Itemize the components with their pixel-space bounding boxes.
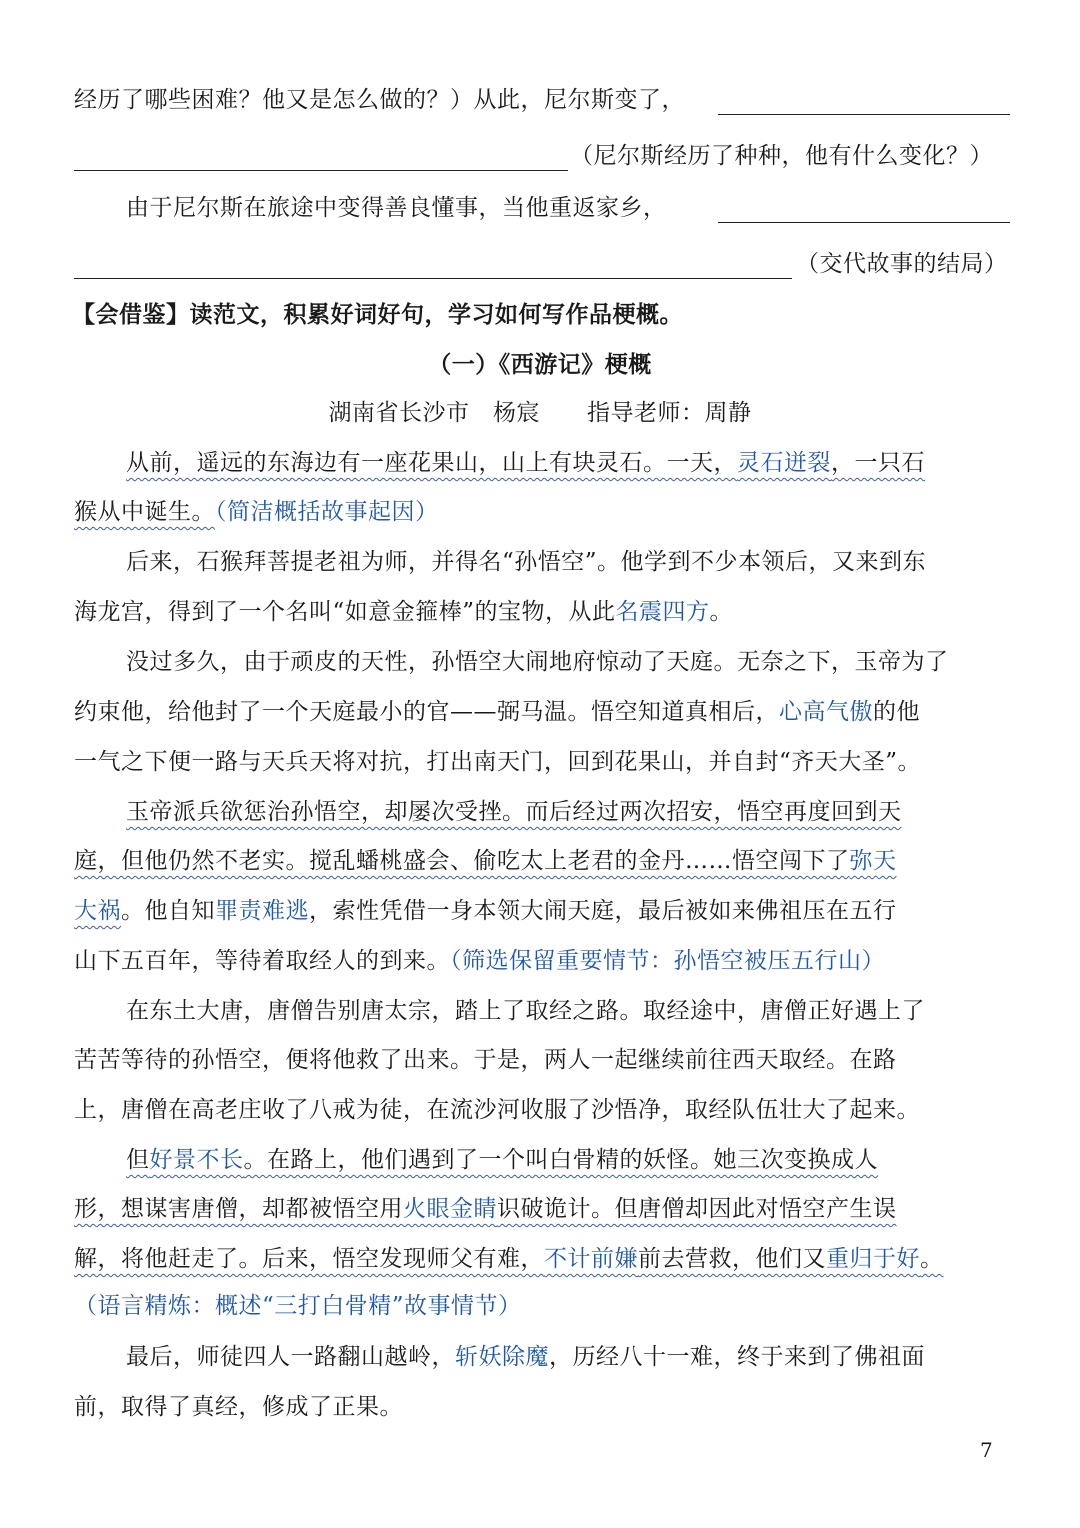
- para6-line1: [126, 1145, 1080, 1175]
- highlight-phrase: 灵石迸裂: [737, 450, 831, 476]
- prompt-line-4: [796, 249, 1080, 279]
- para4-line2: [74, 846, 1080, 876]
- para3-text-2a: 约束他，给他封了一个天庭最小的官——弼马温。悟空知道真相后，: [74, 699, 779, 725]
- para4-text-3b: 。他自知: [121, 898, 215, 924]
- para3-text-2c: 的他: [873, 699, 920, 725]
- para2-line1: [126, 547, 1080, 577]
- answer-blank-1a[interactable]: [718, 114, 1010, 115]
- para3-text-1: 没过多久，由于顽皮的天性，孙悟空大闹地府惊动了天庭。无奈之下，玉帝为了: [126, 649, 949, 675]
- para6-text-1a: 但: [126, 1147, 150, 1173]
- para3-line1: [126, 647, 1080, 677]
- section-heading: [72, 300, 1080, 330]
- para6-text-2a: 形，想谋害唐僧，却都被悟空用: [74, 1196, 403, 1222]
- para5-text-2: 苦苦等待的孙悟空，便将他救了出来。于是，两人一起继续前往西天取经。在路: [74, 1047, 897, 1073]
- prompt-line-1: [74, 85, 1080, 115]
- para4-text-4a: 山下五百年，等待着取经人的到来。: [74, 948, 450, 974]
- para4-text-2a: 庭，但他仍然不老实。搅乱蟠桃盛会、偷吃太上老君的金丹……悟空闯下了: [74, 848, 850, 874]
- section-heading-text: 【会借鉴】读范文，积累好词好句，学习如何写作品梗概。: [72, 302, 683, 328]
- para1-line2: [74, 497, 1080, 527]
- para7-line1: [126, 1342, 1080, 1372]
- para4-line1: [126, 797, 1080, 827]
- para1-line1: [126, 448, 1080, 478]
- highlight-phrase: 火眼金睛: [403, 1196, 497, 1222]
- byline-text: 湖南省长沙市 杨宸 指导老师：周静: [328, 400, 752, 426]
- para6-text-1c: 。在路上，他们遇到了一个叫白骨精的妖怪。她三次变换成人: [243, 1147, 878, 1173]
- prompt-2-text: 由于尼尔斯在旅途中变得善良懂事，当他重返家乡，: [126, 195, 667, 221]
- highlight-phrase: 弥天: [849, 848, 897, 874]
- annotation: （筛选保留重要情节：孙悟空被压五行山）: [450, 948, 885, 974]
- para6-line3: [74, 1244, 1080, 1274]
- essay-title-text: （一）《西游记》梗概: [428, 352, 652, 378]
- para4-line3: [74, 896, 1080, 926]
- annotation: （简洁概括故事起因）: [215, 499, 439, 525]
- prompt-line-3: [126, 193, 1080, 223]
- para5-line1: [126, 996, 1080, 1026]
- prompt-line-2: [570, 141, 1080, 171]
- para4-text-1: 玉帝派兵欲惩治孙悟空，却屡次受挫。而后经过两次招安，悟空再度回到天: [126, 799, 902, 825]
- highlight-phrase: 心高气傲: [779, 699, 873, 725]
- para6-text-3a: 解，将他赶走了。后来，悟空发现师父有难，: [74, 1246, 544, 1272]
- annotation: （语言精炼：概述“三打白骨精”故事情节）: [74, 1293, 522, 1319]
- para2-text-2c: 。: [709, 599, 734, 625]
- highlight-phrase: 重归于好: [826, 1246, 920, 1272]
- para3-line3: [74, 747, 1080, 777]
- highlight-phrase: 大祸: [74, 898, 121, 924]
- para5-line3: [74, 1095, 1080, 1125]
- para6-text-2c: 识破诡计。但唐僧却因此对悟空产生误: [497, 1196, 897, 1222]
- para7-text-1a: 最后，师徒四人一路翻山越岭，: [126, 1344, 455, 1370]
- essay-title: [0, 350, 1080, 380]
- highlight-phrase: 罪责难逃: [215, 898, 309, 924]
- para2-text-1: 后来，石猴拜菩提老祖为师，并得名“孙悟空”。他学到不少本领后，又来到东: [126, 549, 927, 575]
- answer-blank-2a[interactable]: [718, 222, 1010, 223]
- para2-text-2a: 海龙宫，得到了一个名叫“如意金箍棒”的宝物，从此: [74, 599, 616, 625]
- para6-text-3e: 。: [920, 1246, 944, 1272]
- answer-blank-1b[interactable]: [74, 170, 568, 171]
- para1-text-c: ，一只石: [831, 450, 925, 476]
- highlight-phrase: 不计前嫌: [544, 1246, 638, 1272]
- highlight-phrase: 名震四方: [615, 599, 710, 625]
- para5-text-3: 上，唐僧在高老庄收了八戒为徒，在流沙河收服了沙悟净，取经队伍壮大了起来。: [74, 1097, 920, 1123]
- para3-line2: [74, 697, 1080, 727]
- para3-text-3: 一气之下便一路与天兵天将对抗，打出南天门，回到花果山，并自封“齐天大圣”。: [74, 749, 922, 775]
- highlight-phrase: 好景不长: [149, 1147, 244, 1173]
- para5-line2: [74, 1045, 1080, 1075]
- para4-text-3d: ，索性凭借一身本领大闹天庭，最后被如来佛祖压在五行: [309, 898, 897, 924]
- para7-text-2: 前，取得了真经，修成了正果。: [74, 1394, 403, 1420]
- para6-line4: [74, 1291, 1080, 1321]
- para7-line2: [74, 1392, 1080, 1422]
- prompt-1-text: 经历了哪些困难？他又是怎么做的？）从此，尼尔斯变了，: [74, 87, 685, 113]
- para7-text-1c: ，历经八十一难，终于来到了佛祖面: [549, 1344, 925, 1370]
- prompt-1-hint: （尼尔斯经历了种种，他有什么变化？）: [570, 143, 993, 169]
- byline: [0, 398, 1080, 428]
- para5-text-1: 在东土大唐，唐僧告别唐太宗，踏上了取经之路。取经途中，唐僧正好遇上了: [126, 998, 925, 1024]
- answer-blank-2b[interactable]: [74, 278, 792, 279]
- prompt-2-hint: （交代故事的结局）: [796, 251, 1008, 277]
- highlight-phrase: 斩妖除魔: [455, 1344, 549, 1370]
- page-number: 7: [980, 1438, 993, 1462]
- para6-text-3c: 前去营救，他们又: [638, 1246, 826, 1272]
- para4-line4: [74, 946, 1080, 976]
- para1-text-a: 从前，遥远的东海边有一座花果山，山上有块灵石。一天，: [126, 450, 737, 476]
- para1-text-d: 猴从中诞生。: [74, 499, 215, 525]
- para6-line2: [74, 1194, 1080, 1224]
- para2-line2: [74, 597, 1080, 627]
